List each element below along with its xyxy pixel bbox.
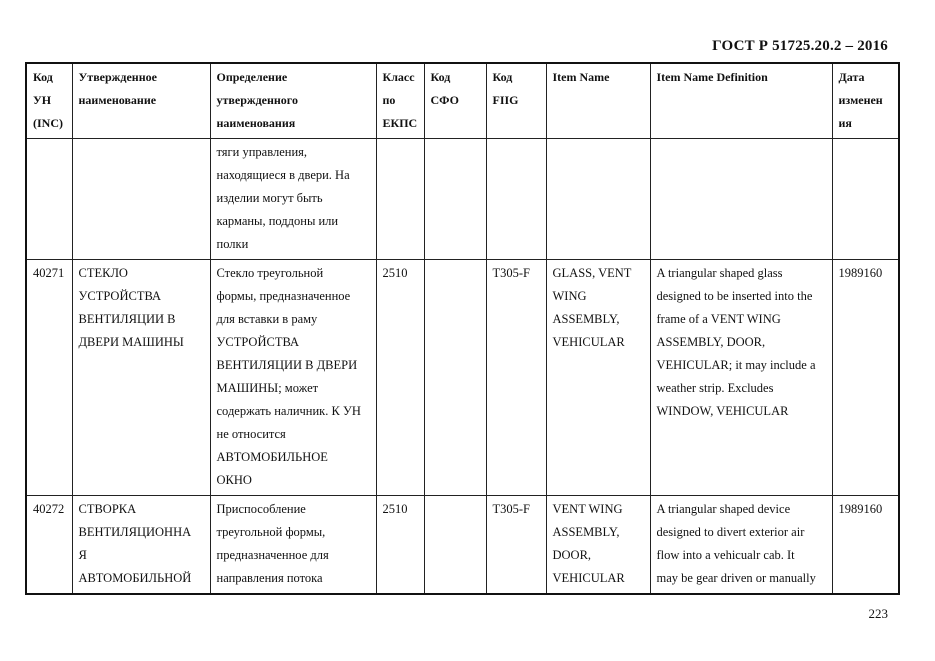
cell-line: тяги управления,: [216, 145, 308, 159]
column-header-item-name-definition: [650, 63, 832, 139]
column-header-line: Класс: [382, 70, 415, 84]
cell-line: ВЕНТИЛЯЦИОННА: [78, 525, 192, 539]
cell-line: designed to divert exterior air: [656, 525, 805, 539]
cell-line: полки: [216, 237, 249, 251]
cell-line: АВТОМОБИЛЬНОЙ: [78, 571, 192, 585]
table-row: [26, 139, 899, 260]
cell-change-date: [832, 260, 899, 496]
table-row: [26, 260, 899, 496]
column-header-change-date: [832, 63, 899, 139]
cell-change-date: [832, 139, 899, 260]
column-header-name-definition: [210, 63, 376, 139]
cell-line: изделии могут быть: [216, 191, 323, 205]
column-header-fiig-code: [486, 63, 546, 139]
cell-line: карманы, поддоны или: [216, 214, 339, 228]
cell-fiig-code: [486, 139, 546, 260]
cell-ekps-class: [376, 260, 424, 496]
cell-line: ASSEMBLY,: [552, 525, 620, 539]
cell-line: DOOR,: [552, 548, 592, 562]
cell-line: ВЕНТИЛЯЦИИ В: [78, 312, 176, 326]
column-header-line: наименование: [78, 93, 157, 107]
cell-approved-name: [72, 496, 210, 595]
cell-change-date: [832, 496, 899, 595]
cell-line: A triangular shaped device: [656, 502, 791, 516]
page-number: 223: [868, 606, 888, 621]
column-header-line: Определение: [216, 70, 288, 84]
column-header-code-inc: [26, 63, 72, 139]
column-header-line: СФО: [430, 93, 459, 107]
cell-line: frame of a VENT WING: [656, 312, 781, 326]
cell-line: VENT WING: [552, 502, 623, 516]
cell-line: не относится: [216, 427, 286, 441]
cell-sfo-code: [424, 496, 486, 595]
cell-line: Стекло треугольной: [216, 266, 324, 280]
cell-item-name-definition: [650, 139, 832, 260]
column-header-line: (INC): [33, 116, 63, 130]
column-header-line: Item Name Definition: [656, 70, 768, 84]
cell-code-inc: [26, 496, 72, 595]
cell-line: 2510: [382, 502, 408, 516]
column-header-line: Дата: [838, 70, 865, 84]
cell-line: 2510: [382, 266, 408, 280]
cell-line: ВЕНТИЛЯЦИИ В ДВЕРИ: [216, 358, 358, 372]
cell-line: T305-F: [492, 266, 530, 280]
cell-line: WING: [552, 289, 587, 303]
cell-line: may be gear driven or manually: [656, 571, 816, 585]
cell-item-name-definition: [650, 496, 832, 595]
column-header-line: Код: [492, 70, 513, 84]
cell-item-name: [546, 260, 650, 496]
column-header-line: УН: [33, 93, 52, 107]
cell-fiig-code: [486, 496, 546, 595]
cell-item-name-definition: [650, 260, 832, 496]
cell-line: УСТРОЙСТВА: [78, 289, 162, 303]
cell-line: треугольной формы,: [216, 525, 326, 539]
cell-line: VEHICULAR: [552, 571, 625, 585]
table-header-row: [26, 63, 899, 139]
cell-line: WINDOW, VEHICULAR: [656, 404, 789, 418]
cell-line: designed to be inserted into the: [656, 289, 813, 303]
cell-line: VEHICULAR; it may include a: [656, 358, 816, 372]
cell-line: flow into a vehicualr cab. It: [656, 548, 795, 562]
cell-line: содержать наличник. К УН: [216, 404, 361, 418]
cell-line: АВТОМОБИЛЬНОЕ: [216, 450, 328, 464]
cell-name-definition: [210, 139, 376, 260]
column-header-line: Код: [430, 70, 451, 84]
cell-item-name: [546, 139, 650, 260]
cell-line: МАШИНЫ; может: [216, 381, 319, 395]
cell-line: УСТРОЙСТВА: [216, 335, 300, 349]
cell-line: ДВЕРИ МАШИНЫ: [78, 335, 184, 349]
cell-name-definition: [210, 260, 376, 496]
cell-name-definition: [210, 496, 376, 595]
cell-code-inc: [26, 260, 72, 496]
cell-line: СТЕКЛО: [78, 266, 128, 280]
classification-table: [25, 62, 900, 595]
column-header-line: ЕКПС: [382, 116, 418, 130]
column-header-ekps-class: [376, 63, 424, 139]
cell-approved-name: [72, 260, 210, 496]
cell-sfo-code: [424, 260, 486, 496]
cell-line: ОКНО: [216, 473, 252, 487]
cell-line: формы, предназначенное: [216, 289, 351, 303]
cell-line: ASSEMBLY, DOOR,: [656, 335, 766, 349]
column-header-line: по: [382, 93, 396, 107]
column-header-line: Утвержденное: [78, 70, 157, 84]
cell-line: 40271: [33, 266, 65, 280]
column-header-line: утвержденного: [216, 93, 298, 107]
cell-line: weather strip. Excludes: [656, 381, 774, 395]
cell-line: ASSEMBLY,: [552, 312, 620, 326]
cell-line: 1989160: [838, 266, 883, 280]
document-title: ГОСТ Р 51725.20.2 – 2016: [712, 38, 888, 54]
column-header-line: Код: [33, 70, 53, 84]
cell-approved-name: [72, 139, 210, 260]
column-header-line: Item Name: [552, 70, 610, 84]
column-header-line: наименования: [216, 116, 296, 130]
cell-code-inc: [26, 139, 72, 260]
cell-line: T305-F: [492, 502, 530, 516]
cell-line: предназначенное для: [216, 548, 329, 562]
cell-line: СТВОРКА: [78, 502, 137, 516]
column-header-item-name: [546, 63, 650, 139]
cell-line: A triangular shaped glass: [656, 266, 783, 280]
column-header-line: изменен: [838, 93, 883, 107]
cell-ekps-class: [376, 496, 424, 595]
cell-line: VEHICULAR: [552, 335, 625, 349]
cell-ekps-class: [376, 139, 424, 260]
cell-line: GLASS, VENT: [552, 266, 632, 280]
cell-line: направления потока: [216, 571, 323, 585]
column-header-line: FIIG: [492, 93, 519, 107]
cell-sfo-code: [424, 139, 486, 260]
cell-item-name: [546, 496, 650, 595]
cell-fiig-code: [486, 260, 546, 496]
column-header-line: ия: [838, 116, 852, 130]
table-row: [26, 496, 899, 595]
cell-line: находящиеся в двери. На: [216, 168, 350, 182]
column-header-sfo-code: [424, 63, 486, 139]
cell-line: Я: [78, 548, 87, 562]
cell-line: 40272: [33, 502, 65, 516]
cell-line: 1989160: [838, 502, 883, 516]
cell-line: Приспособление: [216, 502, 306, 516]
column-header-approved-name: [72, 63, 210, 139]
cell-line: для вставки в раму: [216, 312, 318, 326]
